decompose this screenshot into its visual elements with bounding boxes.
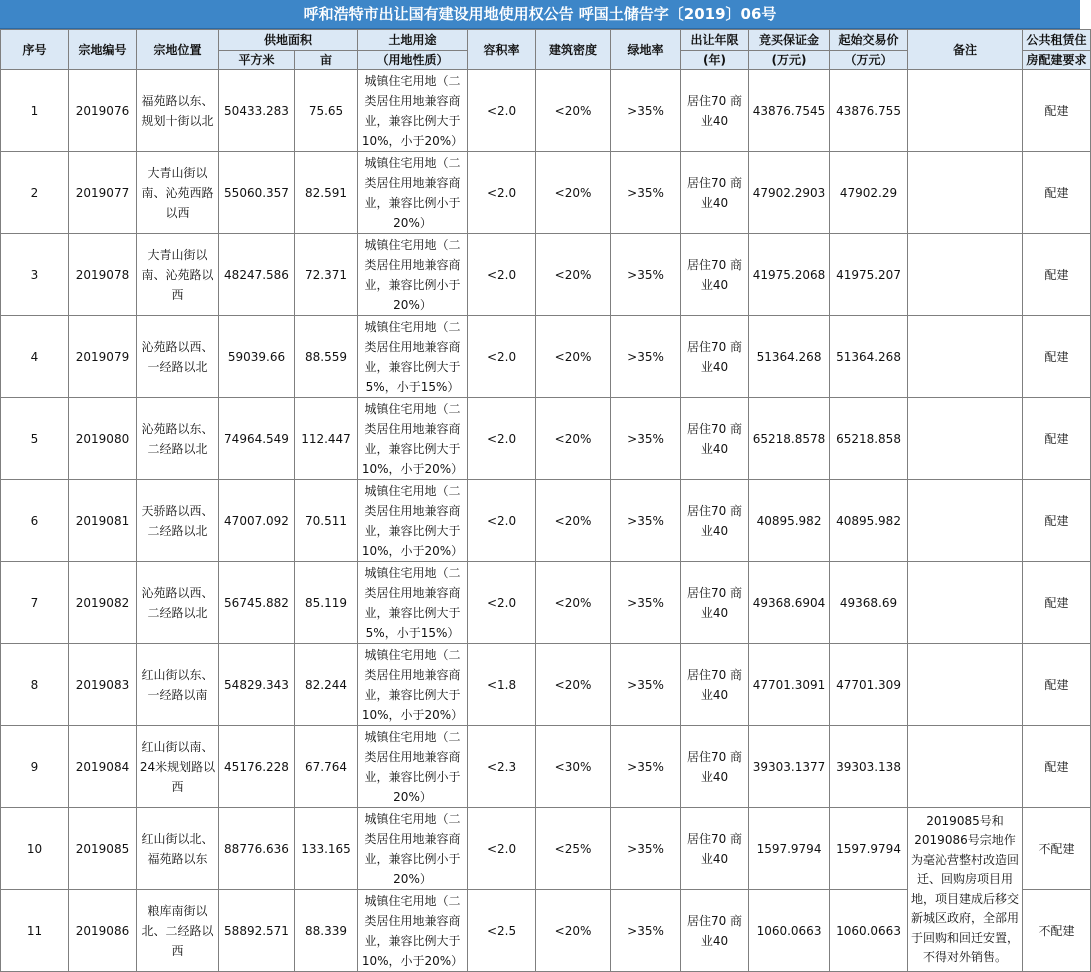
table-row — [1, 562, 1091, 644]
cell-deposit: 41975.2068 — [749, 234, 830, 316]
header-area-mu: 亩 — [295, 51, 358, 70]
cell-parcel-no: 2019076 — [69, 70, 137, 152]
cell-density: <20% — [536, 480, 611, 562]
cell-seq: 6 — [1, 480, 69, 562]
header-land-use-sub: （用地性质） — [358, 51, 468, 70]
table-row — [1, 726, 1091, 808]
cell-start-price: 1060.0663 — [830, 890, 908, 972]
cell-parcel-no: 2019085 — [69, 808, 137, 890]
cell-far: <2.0 — [468, 480, 536, 562]
cell-term: 居住70 商业40 — [681, 70, 749, 152]
cell-area-mu: 133.165 — [295, 808, 358, 890]
cell-density: <20% — [536, 562, 611, 644]
cell-green: >35% — [611, 808, 681, 890]
header-area-sqm: 平方米 — [219, 51, 295, 70]
cell-parcel-no: 2019077 — [69, 152, 137, 234]
cell-area-mu: 82.591 — [295, 152, 358, 234]
header-deposit: 竞买保证金 — [749, 30, 830, 51]
cell-green: >35% — [611, 234, 681, 316]
cell-rental: 配建 — [1023, 152, 1091, 234]
cell-area-mu: 72.371 — [295, 234, 358, 316]
cell-seq: 5 — [1, 398, 69, 480]
cell-location: 福苑路以东、规划十街以北 — [137, 70, 219, 152]
cell-parcel-no: 2019086 — [69, 890, 137, 972]
cell-far: <2.0 — [468, 234, 536, 316]
table-row — [1, 234, 1091, 316]
header-land-use: 土地用途 — [358, 30, 468, 51]
header-start-price-sub: （万元） — [830, 51, 908, 70]
cell-rental: 配建 — [1023, 234, 1091, 316]
cell-parcel-no: 2019083 — [69, 644, 137, 726]
cell-seq: 2 — [1, 152, 69, 234]
cell-deposit: 51364.268 — [749, 316, 830, 398]
header-deposit-sub: (万元) — [749, 51, 830, 70]
cell-rental: 配建 — [1023, 70, 1091, 152]
cell-seq: 7 — [1, 562, 69, 644]
cell-land-use: 城镇住宅用地（二类居住用地兼容商业，兼容比例大于10%，小于20%） — [358, 70, 468, 152]
cell-area-mu: 75.65 — [295, 70, 358, 152]
cell-location: 粮库南街以北、二经路以西 — [137, 890, 219, 972]
table-row — [1, 70, 1091, 152]
cell-note — [908, 398, 1023, 480]
cell-density: <20% — [536, 70, 611, 152]
cell-area-mu: 82.244 — [295, 644, 358, 726]
cell-land-use: 城镇住宅用地（二类居住用地兼容商业，兼容比例小于20%） — [358, 234, 468, 316]
cell-note — [908, 644, 1023, 726]
cell-note — [908, 316, 1023, 398]
cell-location: 红山街以北、福苑路以东 — [137, 808, 219, 890]
cell-land-use: 城镇住宅用地（二类居住用地兼容商业，兼容比例大于5%，小于15%） — [358, 316, 468, 398]
cell-term: 居住70 商业40 — [681, 562, 749, 644]
cell-deposit: 1597.9794 — [749, 808, 830, 890]
cell-density: <20% — [536, 234, 611, 316]
cell-rental: 配建 — [1023, 480, 1091, 562]
cell-note — [908, 152, 1023, 234]
table-row — [1, 808, 1091, 890]
cell-area-mu: 70.511 — [295, 480, 358, 562]
header-rental: 公共租赁住 — [1023, 30, 1091, 51]
cell-parcel-no: 2019084 — [69, 726, 137, 808]
cell-deposit: 49368.6904 — [749, 562, 830, 644]
cell-seq: 10 — [1, 808, 69, 890]
cell-far: <2.5 — [468, 890, 536, 972]
cell-term: 居住70 商业40 — [681, 398, 749, 480]
cell-land-use: 城镇住宅用地（二类居住用地兼容商业，兼容比例大于10%，小于20%） — [358, 644, 468, 726]
cell-seq: 8 — [1, 644, 69, 726]
cell-start-price: 39303.138 — [830, 726, 908, 808]
cell-seq: 4 — [1, 316, 69, 398]
cell-parcel-no: 2019079 — [69, 316, 137, 398]
cell-term: 居住70 商业40 — [681, 152, 749, 234]
cell-deposit: 39303.1377 — [749, 726, 830, 808]
cell-start-price: 43876.755 — [830, 70, 908, 152]
cell-area-sqm: 59039.66 — [219, 316, 295, 398]
cell-area-sqm: 56745.882 — [219, 562, 295, 644]
table-row — [1, 152, 1091, 234]
cell-term: 居住70 商业40 — [681, 480, 749, 562]
cell-term: 居住70 商业40 — [681, 808, 749, 890]
header-start-price: 起始交易价 — [830, 30, 908, 51]
cell-density: <20% — [536, 398, 611, 480]
cell-density: <20% — [536, 644, 611, 726]
header-term-sub: (年) — [681, 51, 749, 70]
cell-area-sqm: 55060.357 — [219, 152, 295, 234]
cell-start-price: 40895.982 — [830, 480, 908, 562]
cell-deposit: 65218.8578 — [749, 398, 830, 480]
cell-density: <25% — [536, 808, 611, 890]
table-title: 呼和浩特市出让国有建设用地使用权公告 呼国土储告字〔2019〕06号 — [0, 0, 1080, 29]
cell-note — [908, 480, 1023, 562]
cell-start-price: 65218.858 — [830, 398, 908, 480]
cell-area-sqm: 47007.092 — [219, 480, 295, 562]
cell-rental: 配建 — [1023, 562, 1091, 644]
cell-area-mu: 85.119 — [295, 562, 358, 644]
cell-far: <2.0 — [468, 316, 536, 398]
cell-far: <1.8 — [468, 644, 536, 726]
cell-rental: 配建 — [1023, 398, 1091, 480]
cell-density: <30% — [536, 726, 611, 808]
cell-term: 居住70 商业40 — [681, 644, 749, 726]
header-density: 建筑密度 — [536, 30, 611, 70]
cell-parcel-no: 2019078 — [69, 234, 137, 316]
cell-deposit: 47701.3091 — [749, 644, 830, 726]
cell-land-use: 城镇住宅用地（二类居住用地兼容商业，兼容比例大于10%，小于20%） — [358, 480, 468, 562]
cell-rental: 不配建 — [1023, 890, 1091, 972]
table-header — [1, 30, 1091, 70]
cell-area-mu: 88.339 — [295, 890, 358, 972]
cell-area-sqm: 48247.586 — [219, 234, 295, 316]
table-row — [1, 316, 1091, 398]
cell-start-price: 47902.29 — [830, 152, 908, 234]
header-note: 备注 — [908, 30, 1023, 70]
cell-far: <2.0 — [468, 70, 536, 152]
cell-note — [908, 234, 1023, 316]
cell-land-use: 城镇住宅用地（二类居住用地兼容商业，兼容比例小于20%） — [358, 152, 468, 234]
cell-far: <2.3 — [468, 726, 536, 808]
header-green: 绿地率 — [611, 30, 681, 70]
cell-location: 红山街以东、一经路以南 — [137, 644, 219, 726]
header-term: 出让年限 — [681, 30, 749, 51]
cell-far: <2.0 — [468, 398, 536, 480]
cell-area-sqm: 58892.571 — [219, 890, 295, 972]
cell-rental: 配建 — [1023, 726, 1091, 808]
cell-area-mu: 112.447 — [295, 398, 358, 480]
cell-note — [908, 562, 1023, 644]
cell-land-use: 城镇住宅用地（二类居住用地兼容商业，兼容比例小于20%） — [358, 726, 468, 808]
cell-density: <20% — [536, 316, 611, 398]
header-area: 供地面积 — [219, 30, 358, 51]
cell-land-use: 城镇住宅用地（二类居住用地兼容商业，兼容比例大于10%，小于20%） — [358, 890, 468, 972]
cell-rental: 配建 — [1023, 316, 1091, 398]
cell-far: <2.0 — [468, 562, 536, 644]
cell-green: >35% — [611, 480, 681, 562]
cell-green: >35% — [611, 152, 681, 234]
cell-start-price: 41975.207 — [830, 234, 908, 316]
cell-note — [908, 726, 1023, 808]
cell-start-price: 51364.268 — [830, 316, 908, 398]
cell-density: <20% — [536, 152, 611, 234]
cell-location: 沁苑路以西、二经路以北 — [137, 562, 219, 644]
cell-location: 天骄路以西、二经路以北 — [137, 480, 219, 562]
cell-location: 沁苑路以西、一经路以北 — [137, 316, 219, 398]
table-body — [1, 70, 1091, 972]
cell-seq: 9 — [1, 726, 69, 808]
cell-note: 2019085号和2019086号宗地作为毫沁营整村改造回迁、回购房项目用地，项目建成后移交新城区政府，全部用于回购和回迁安置，不得对外销售。 — [908, 808, 1023, 972]
cell-area-mu: 88.559 — [295, 316, 358, 398]
cell-location: 大青山街以南、沁苑路以西 — [137, 234, 219, 316]
cell-green: >35% — [611, 70, 681, 152]
cell-rental: 不配建 — [1023, 808, 1091, 890]
cell-green: >35% — [611, 644, 681, 726]
header-rental-sub: 房配建要求 — [1023, 51, 1091, 70]
header-parcel-no: 宗地编号 — [69, 30, 137, 70]
cell-parcel-no: 2019082 — [69, 562, 137, 644]
cell-deposit: 1060.0663 — [749, 890, 830, 972]
cell-green: >35% — [611, 398, 681, 480]
table-row — [1, 480, 1091, 562]
cell-deposit: 43876.7545 — [749, 70, 830, 152]
header-far: 容积率 — [468, 30, 536, 70]
cell-green: >35% — [611, 316, 681, 398]
cell-term: 居住70 商业40 — [681, 234, 749, 316]
cell-green: >35% — [611, 890, 681, 972]
cell-far: <2.0 — [468, 808, 536, 890]
cell-area-sqm: 54829.343 — [219, 644, 295, 726]
cell-land-use: 城镇住宅用地（二类居住用地兼容商业，兼容比例大于10%，小于20%） — [358, 398, 468, 480]
cell-rental: 配建 — [1023, 644, 1091, 726]
cell-far: <2.0 — [468, 152, 536, 234]
cell-area-mu: 67.764 — [295, 726, 358, 808]
land-parcel-table — [0, 29, 1091, 972]
table-row — [1, 398, 1091, 480]
cell-location: 大青山街以南、沁苑西路以西 — [137, 152, 219, 234]
cell-deposit: 47902.2903 — [749, 152, 830, 234]
cell-density: <20% — [536, 890, 611, 972]
cell-location: 沁苑路以东、二经路以北 — [137, 398, 219, 480]
cell-area-sqm: 45176.228 — [219, 726, 295, 808]
cell-term: 居住70 商业40 — [681, 316, 749, 398]
cell-green: >35% — [611, 726, 681, 808]
header-location: 宗地位置 — [137, 30, 219, 70]
cell-start-price: 49368.69 — [830, 562, 908, 644]
cell-parcel-no: 2019080 — [69, 398, 137, 480]
cell-note — [908, 70, 1023, 152]
cell-area-sqm: 74964.549 — [219, 398, 295, 480]
cell-start-price: 47701.309 — [830, 644, 908, 726]
cell-term: 居住70 商业40 — [681, 890, 749, 972]
cell-green: >35% — [611, 562, 681, 644]
table-row — [1, 644, 1091, 726]
header-seq: 序号 — [1, 30, 69, 70]
cell-deposit: 40895.982 — [749, 480, 830, 562]
cell-seq: 1 — [1, 70, 69, 152]
cell-parcel-no: 2019081 — [69, 480, 137, 562]
cell-location: 红山街以南、24米规划路以西 — [137, 726, 219, 808]
cell-land-use: 城镇住宅用地（二类居住用地兼容商业，兼容比例小于20%） — [358, 808, 468, 890]
cell-start-price: 1597.9794 — [830, 808, 908, 890]
cell-area-sqm: 50433.283 — [219, 70, 295, 152]
cell-seq: 3 — [1, 234, 69, 316]
cell-area-sqm: 88776.636 — [219, 808, 295, 890]
cell-term: 居住70 商业40 — [681, 726, 749, 808]
cell-land-use: 城镇住宅用地（二类居住用地兼容商业，兼容比例大于5%，小于15%） — [358, 562, 468, 644]
cell-seq: 11 — [1, 890, 69, 972]
